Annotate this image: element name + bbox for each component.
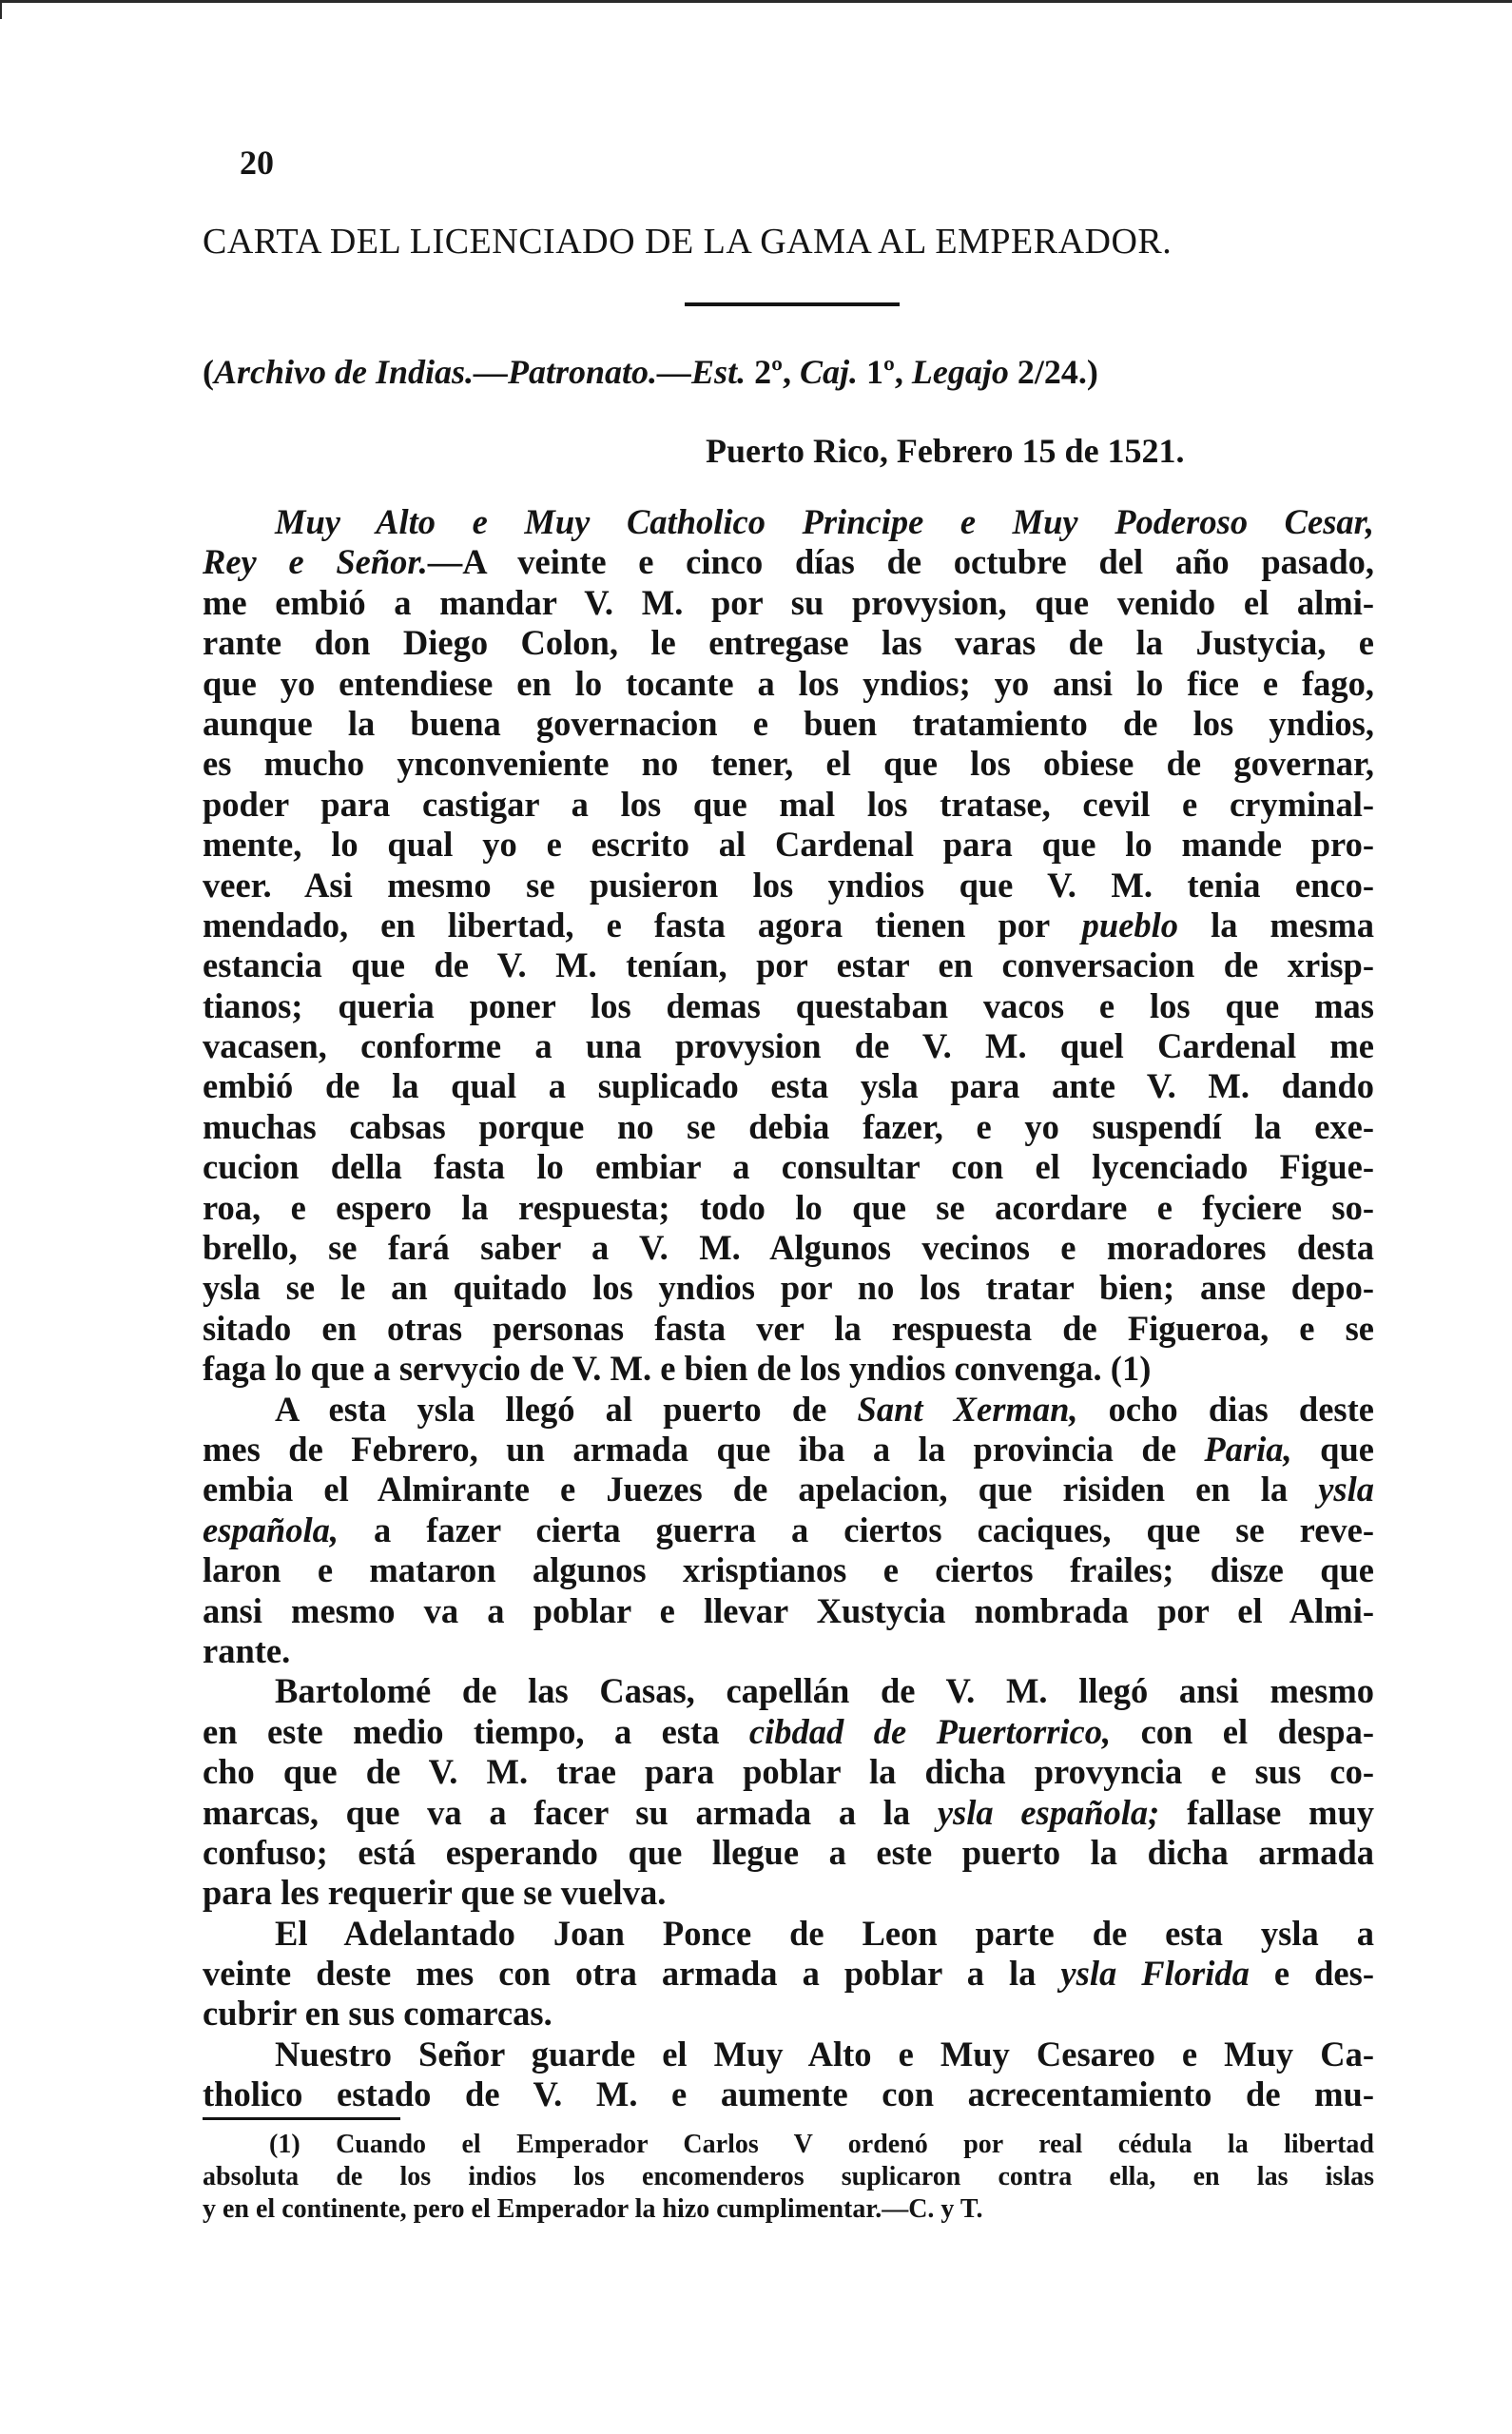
body-line <box>203 2074 1374 2114</box>
footnote-line <box>203 2193 1374 2226</box>
body-line-text: veinte deste mes con otra armada a poblar a la <box>203 1954 1061 1994</box>
letter-title: CARTA DEL LICENCIADO DE LA GAMA AL EMPERADOR. <box>203 222 1173 262</box>
body-line-text: Bartolomé de las Casas, capellán de V. M. llegó ansi mesmo <box>275 1671 1374 1711</box>
archive-citation <box>203 352 1098 392</box>
body-line-text: la mesma <box>1178 905 1374 944</box>
title-divider <box>685 302 900 306</box>
body-line <box>203 1188 1374 1228</box>
body-line <box>203 1268 1374 1308</box>
body-line-text: veer. Asi mesmo se pusieron los yndios que V. M. tenia enco- <box>203 865 1374 905</box>
footnote-block <box>203 2129 1374 2226</box>
body-line-text: estancia que de V. M. tenían, por estar en conversacion de xrisp- <box>203 945 1374 985</box>
body-line-text: para les requerir que se vuelva. <box>203 1873 667 1913</box>
body-line <box>203 1833 1374 1873</box>
body-line-text: laron e mataron algunos xrisptianos e ciertos frailes; disze que <box>203 1550 1374 1590</box>
body-line-text: con el despa- <box>1111 1711 1374 1751</box>
body-line <box>203 1631 1374 1671</box>
body-line <box>203 1390 1374 1430</box>
body-line-text: mendado, en libertad, e fasta agora tienen por <box>203 905 1082 944</box>
body-line-text: ansi mesmo va a poblar e llevar Xustycia nombrada por el Almi- <box>203 1590 1374 1630</box>
body-line <box>203 623 1374 663</box>
body-line-text: poder para castigar a los que mal los tratase, cevil e cryminal- <box>203 784 1374 824</box>
footnote-line-text: (1) Cuando el Emperador Carlos V ordenó por real cédula la libertad <box>269 2130 1374 2159</box>
body-line <box>203 1066 1374 1106</box>
body-line <box>203 1954 1374 1994</box>
body-line-text: vacasen, conforme a una provysion de V. M. quel Cardenal me <box>203 1026 1374 1066</box>
body-line-text: marcas, que va a facer su armada a la <box>203 1792 938 1832</box>
body-line-text: A esta ysla llegó al puerto de <box>275 1389 858 1429</box>
body-line <box>203 1752 1374 1792</box>
body-line-text: —A veinte e cinco días de octubre del año pasado, <box>427 542 1375 582</box>
body-line-text: El Adelantado Joan Ponce de Leon parte de esta ysla a <box>275 1913 1374 1953</box>
body-line-text: que yo entendiese en lo tocante a los yndios; yo ansi lo fice e fago, <box>203 663 1374 703</box>
body-line-italic: Rey e Señor. <box>203 542 428 582</box>
body-line-text: cucion della fasta lo embiar a consultar con el lycenciado Figue- <box>203 1147 1374 1187</box>
body-line-italic: española, <box>203 1509 339 1549</box>
citation-open: ( <box>203 353 214 391</box>
body-line <box>203 945 1374 985</box>
body-line <box>203 1349 1374 1389</box>
body-line-text: embia el Almirante e Juezes de apelacion, que risiden en la <box>203 1470 1319 1509</box>
body-line-text: mes de Febrero, un armada que iba a la provincia de <box>203 1429 1205 1469</box>
place-date-line: Puerto Rico, Febrero 15 de 1521. <box>706 432 1185 470</box>
body-line-text: roa, e espero la respuesta; todo lo que se acordare e fyciere so- <box>203 1187 1374 1227</box>
footnote-line-text: absoluta de los indios los encomenderos suplicaron contra ella, en las islas <box>203 2162 1374 2191</box>
body-line <box>203 1591 1374 1631</box>
body-line-italic: pueblo <box>1081 905 1179 944</box>
body-line-text: muchas cabsas porque no se debia fazer, e yo suspendí la exe- <box>203 1106 1374 1146</box>
body-line <box>203 1873 1374 1913</box>
footnote-line-text: y en el continente, pero el Emperador la hizo cumplimentar.—C. y T. <box>203 2194 983 2224</box>
body-line-text: mente, lo qual yo e escrito al Cardenal para que lo mande pro- <box>203 825 1374 865</box>
body-line <box>203 1147 1374 1187</box>
citation-caja: Caj. <box>799 353 858 391</box>
page-number: 20 <box>240 144 274 182</box>
body-line <box>203 1914 1374 1954</box>
citation-legajo-num: 2/24.) <box>1017 353 1098 391</box>
body-line-italic: Paria, <box>1204 1429 1292 1469</box>
footnote-divider <box>203 2117 400 2120</box>
citation-archive: Archivo de Indias.—Patronato.—Est. <box>214 353 746 391</box>
body-line <box>203 2035 1374 2074</box>
body-line <box>203 664 1374 704</box>
body-line <box>203 583 1374 623</box>
body-line-italic: ysla Florida <box>1060 1954 1250 1994</box>
body-line-text: rante. <box>203 1630 291 1670</box>
body-line <box>203 502 1374 542</box>
body-line-text: rante don Diego Colon, le entregase las varas de la Justycia, e <box>203 623 1374 663</box>
scan-left-edge <box>0 0 2 19</box>
body-line-text: aunque la buena governacion e buen tratamiento de los yndios, <box>203 703 1374 743</box>
body-line <box>203 1430 1374 1470</box>
body-line <box>203 1228 1374 1268</box>
body-line-text: cubrir en sus comarcas. <box>203 1994 552 2034</box>
body-line-text: Nuestro Señor guarde el Muy Alto e Muy Cesareo e Muy Ca- <box>275 2034 1374 2074</box>
body-line-italic: cibdad de Puertorrico, <box>748 1711 1112 1751</box>
body-line-text: ysla se le an quitado los yndios por no los tratar bien; anse depo- <box>203 1268 1374 1308</box>
body-line-text: me embió a mandar V. M. por su provysion, que venido el almi- <box>203 582 1374 622</box>
body-line-text: es mucho ynconveniente no tener, el que los obiese de governar, <box>203 744 1374 784</box>
body-line-text: tholico estado de V. M. e aumente con acrecentamiento de mu- <box>203 2074 1374 2114</box>
body-line <box>203 905 1374 945</box>
letter-body <box>203 502 1374 2115</box>
citation-legajo: Legajo <box>911 353 1009 391</box>
body-line <box>203 986 1374 1026</box>
body-line <box>203 1550 1374 1590</box>
body-line-text: e des- <box>1249 1954 1374 1994</box>
body-line <box>203 1026 1374 1066</box>
body-line <box>203 542 1374 582</box>
body-line-text: ocho dias deste <box>1077 1389 1374 1429</box>
body-line <box>203 1510 1374 1550</box>
body-line-text: a fazer cierta guerra a ciertos caciques, que se reve- <box>338 1509 1374 1549</box>
body-line-text: embió de la qual a suplicado esta ysla para ante V. M. dando <box>203 1066 1374 1106</box>
body-line-text: confuso; está esperando que llegue a este puerto la dicha armada <box>203 1832 1374 1872</box>
body-line-italic: Sant Xerman, <box>857 1389 1078 1429</box>
body-line-text: faga lo que a servycio de V. M. e bien de los yndios convenga. (1) <box>203 1349 1152 1389</box>
body-line-text: fallase muy <box>1159 1792 1375 1832</box>
scan-top-edge <box>0 0 1512 3</box>
citation-est: 2º, <box>754 353 791 391</box>
body-line-italic: ysla española; <box>937 1792 1160 1832</box>
body-line <box>203 1793 1374 1833</box>
footnote-line <box>203 2129 1374 2161</box>
body-line-text: tianos; queria poner los demas questaban vacos e los que mas <box>203 985 1374 1025</box>
body-line <box>203 866 1374 905</box>
body-line <box>203 1994 1374 2034</box>
body-line-text: Muy Alto e Muy Catholico Principe e Muy Poderoso Cesar, <box>275 502 1374 541</box>
body-line <box>203 1107 1374 1147</box>
body-line <box>203 1671 1374 1711</box>
footnote-line <box>203 2161 1374 2193</box>
body-line-text: brello, se fará saber a V. M. Algunos vecinos e moradores desta <box>203 1228 1374 1268</box>
body-line <box>203 825 1374 865</box>
body-line <box>203 1470 1374 1509</box>
body-line <box>203 1309 1374 1349</box>
body-line <box>203 704 1374 744</box>
body-line <box>203 744 1374 784</box>
citation-caja-num: 1º, <box>865 353 903 391</box>
body-line-text: cho que de V. M. trae para poblar la dicha provyncia e sus co- <box>203 1752 1374 1792</box>
body-line-text: sitado en otras personas fasta ver la respuesta de Figueroa, e se <box>203 1308 1374 1348</box>
body-line-text: que <box>1291 1429 1374 1469</box>
body-line-italic: ysla <box>1318 1470 1374 1509</box>
body-line <box>203 1712 1374 1752</box>
body-line <box>203 785 1374 825</box>
body-line-text: en este medio tiempo, a esta <box>203 1711 749 1751</box>
